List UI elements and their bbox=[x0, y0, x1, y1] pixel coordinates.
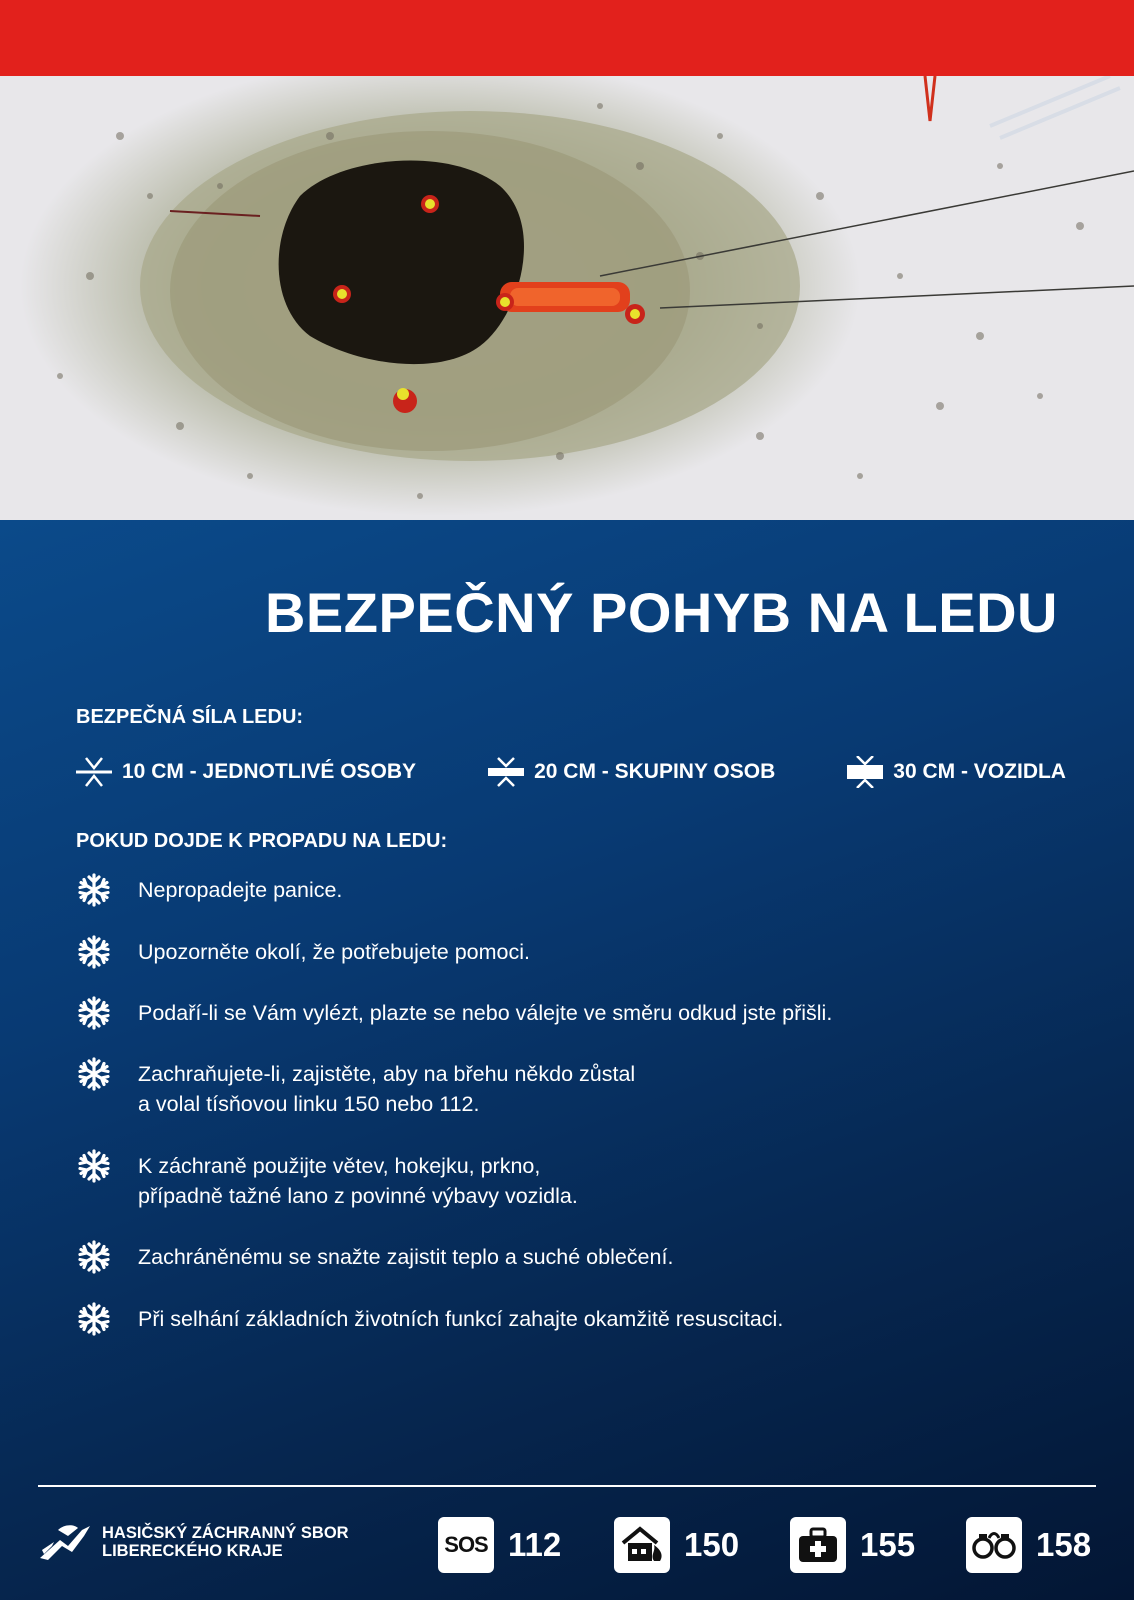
medical-kit-icon bbox=[790, 1517, 846, 1573]
emergency-number-158 bbox=[966, 1517, 1091, 1573]
ice-strength-label: 20 CM - SKUPINY OSOB bbox=[534, 760, 776, 783]
ice-strength-item-20cm bbox=[488, 756, 775, 788]
list-item bbox=[76, 1239, 673, 1275]
firefighter-emblem-icon bbox=[38, 1522, 92, 1562]
footer-divider bbox=[38, 1485, 1096, 1487]
list-item bbox=[76, 872, 342, 908]
ice-thickness-thin-icon bbox=[76, 756, 112, 788]
emergency-number-155 bbox=[790, 1517, 915, 1573]
ice-rescue-photo bbox=[0, 76, 1134, 520]
ice-thickness-medium-icon bbox=[488, 756, 524, 788]
instruction-text: Zachráněnému se snažte zajistit teplo a suché oblečení. bbox=[138, 1245, 674, 1269]
emergency-number-150 bbox=[614, 1517, 739, 1573]
sos-icon-text: SOS bbox=[444, 1532, 488, 1557]
snowflake-icon bbox=[76, 1056, 112, 1092]
ice-strength-item-10cm bbox=[76, 756, 416, 788]
ice-strength-label: 30 CM - VOZIDLA bbox=[893, 760, 1066, 783]
logo-line-2: LIBERECKÉHO KRAJE bbox=[102, 1542, 283, 1560]
emergency-number: 112 bbox=[508, 1526, 562, 1563]
instruction-text: Při selhání základních životních funkcí zahajte okamžitě resuscitaci. bbox=[138, 1307, 784, 1331]
emergency-number-112 bbox=[438, 1517, 561, 1573]
snowflake-icon bbox=[76, 934, 112, 970]
emergency-number: 158 bbox=[1036, 1526, 1092, 1563]
snowflake-icon bbox=[76, 1301, 112, 1337]
instruction-text: případně tažné lano z povinné výbavy vozidla. bbox=[138, 1184, 578, 1208]
list-item bbox=[76, 1301, 783, 1337]
snowflake-icon bbox=[76, 1148, 112, 1184]
logo-line-1: HASIČSKÝ ZÁCHRANNÝ SBOR bbox=[102, 1524, 349, 1542]
snowflake-icon bbox=[76, 995, 112, 1031]
sos-icon bbox=[438, 1517, 494, 1573]
instruction-text: Upozorněte okolí, že potřebujete pomoci. bbox=[138, 940, 531, 964]
instruction-text: K záchraně použijte větev, hokejku, prkno, bbox=[138, 1154, 541, 1178]
list-item bbox=[76, 995, 832, 1031]
fire-station-icon bbox=[614, 1517, 670, 1573]
instruction-text: Podaří-li se Vám vylézt, plazte se nebo válejte ve směru odkud jste přišli. bbox=[138, 1001, 833, 1025]
page-title: BEZPEČNÝ POHYB NA LEDU bbox=[264, 581, 1058, 644]
footer bbox=[38, 1514, 1096, 1578]
ice-strength-heading: BEZPEČNÁ SÍLA LEDU: bbox=[76, 706, 304, 728]
ice-strength-label: 10 CM - JEDNOTLIVÉ OSOBY bbox=[122, 760, 417, 783]
snowflake-icon bbox=[76, 1239, 112, 1275]
hzs-logo bbox=[38, 1522, 349, 1562]
instruction-text: Zachraňujete-li, zajistěte, aby na břehu někdo zůstal bbox=[138, 1062, 636, 1086]
handcuffs-icon bbox=[966, 1517, 1022, 1573]
list-item bbox=[76, 934, 530, 970]
ice-strength-item-30cm bbox=[847, 756, 1066, 788]
ice-strength-list bbox=[76, 756, 1066, 788]
snowflake-icon bbox=[76, 872, 112, 908]
list-item bbox=[76, 1056, 635, 1119]
instruction-text: Nepropadejte panice. bbox=[138, 878, 343, 902]
instruction-text: a volal tísňovou linku 150 nebo 112. bbox=[138, 1092, 480, 1116]
top-red-bar bbox=[0, 0, 1134, 76]
list-item bbox=[76, 1148, 578, 1211]
emergency-number: 155 bbox=[860, 1526, 916, 1563]
instructions-heading: POKUD DOJDE K PROPADU NA LEDU: bbox=[76, 830, 448, 852]
ice-thickness-thick-icon bbox=[847, 756, 883, 788]
emergency-number: 150 bbox=[684, 1526, 740, 1563]
